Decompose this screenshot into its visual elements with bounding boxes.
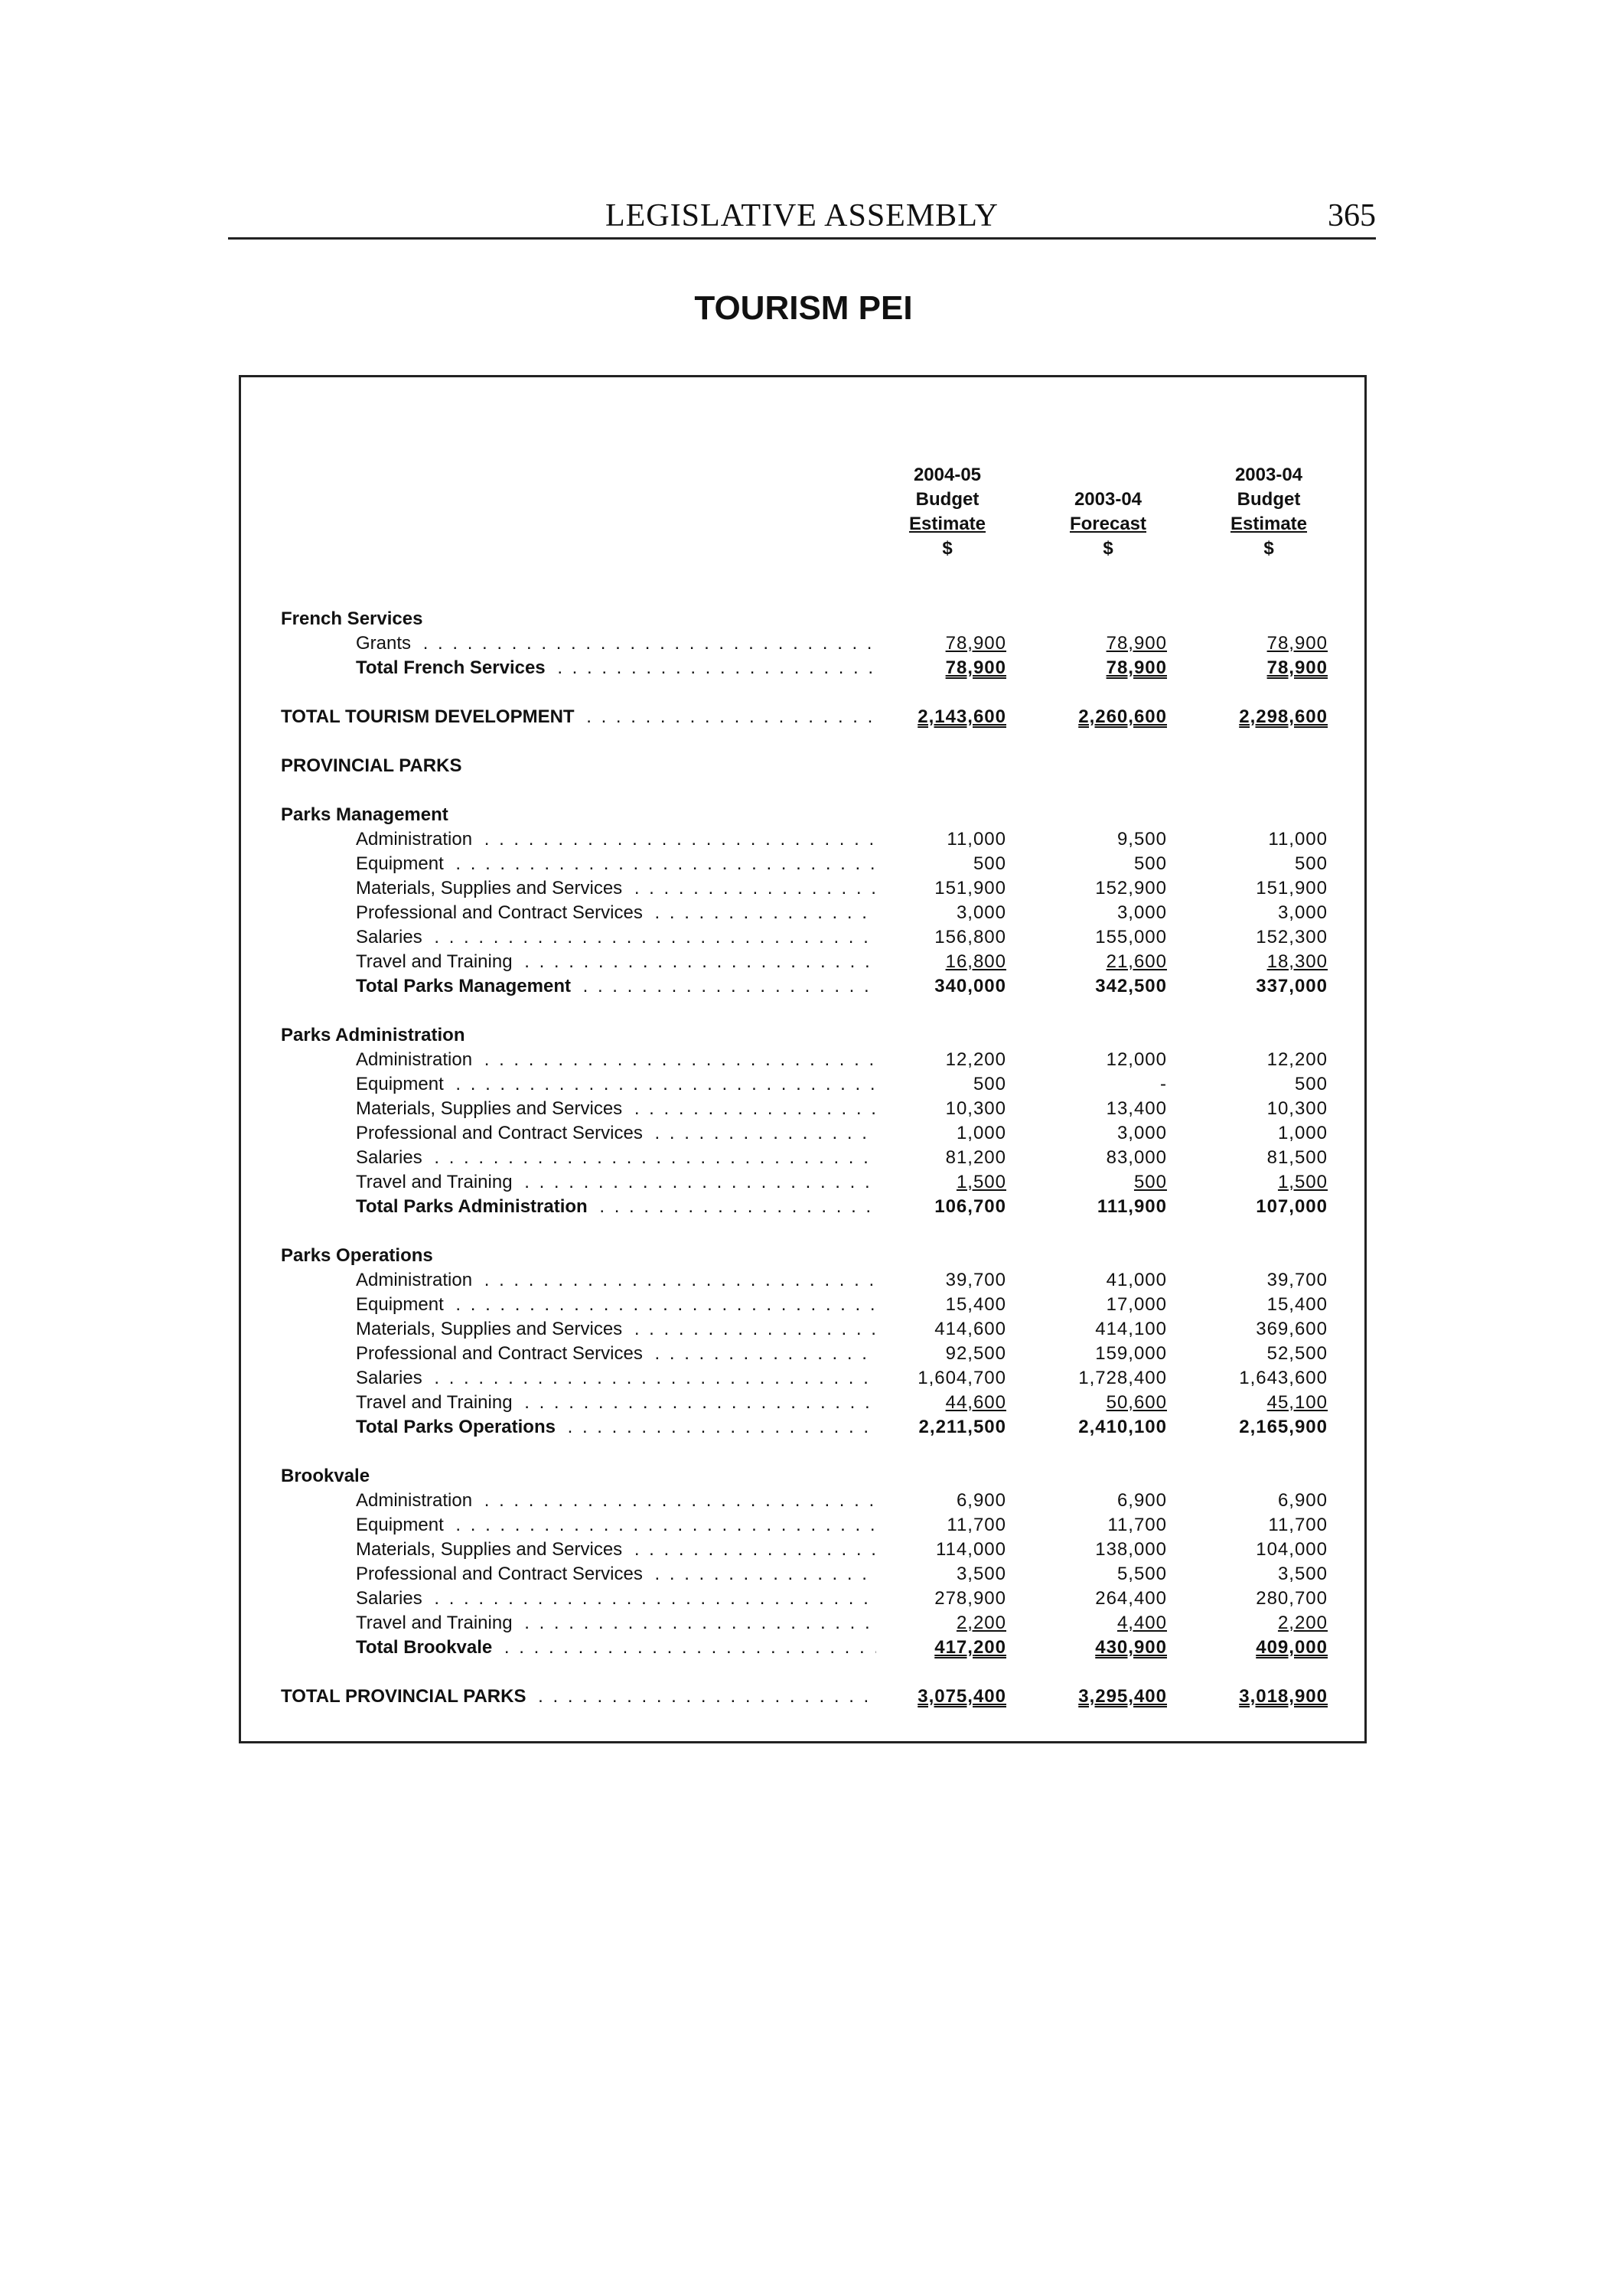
row-label-text: Salaries — [356, 1588, 427, 1609]
row-label — [281, 1684, 876, 1709]
table-row — [241, 1146, 1369, 1170]
row-label — [356, 876, 876, 901]
budget-table — [239, 375, 1367, 1743]
row-value-col1: 340,000 — [934, 976, 1006, 996]
column-header-1-unit: $ — [942, 538, 953, 559]
row-label-text: PROVINCIAL PARKS — [281, 755, 466, 776]
row-label — [356, 901, 876, 925]
row-label-text: Travel and Training — [356, 1613, 517, 1633]
table-row — [241, 1611, 1369, 1636]
row-value-col1: 6,900 — [956, 1490, 1006, 1511]
row-value-col3: 15,400 — [1266, 1294, 1328, 1315]
row-label — [356, 1562, 876, 1587]
table-row — [241, 1023, 1369, 1048]
row-label-text: Travel and Training — [356, 951, 517, 972]
row-label-text: Total Parks Management — [356, 976, 575, 996]
table-row — [241, 852, 1369, 876]
column-header-3-unit: $ — [1263, 538, 1274, 559]
row-value-col1: 278,900 — [934, 1588, 1006, 1609]
row-label — [281, 705, 876, 729]
row-label — [356, 827, 876, 852]
row-label — [356, 1391, 876, 1415]
row-value-col1: 106,700 — [934, 1196, 1006, 1217]
row-label-text: Administration — [356, 1270, 477, 1290]
row-value-col3: 52,500 — [1266, 1343, 1328, 1364]
row-value-col3: 2,298,600 — [1239, 706, 1328, 727]
row-label-text: Brookvale — [281, 1466, 374, 1486]
row-label-text: Professional and Contract Services — [356, 1564, 647, 1584]
row-value-col2: 5,500 — [1116, 1564, 1167, 1584]
row-value-col3: 280,700 — [1256, 1588, 1328, 1609]
row-value-col1: 114,000 — [936, 1539, 1006, 1560]
row-label — [356, 974, 876, 999]
row-label — [356, 852, 876, 876]
table-row — [241, 803, 1369, 827]
row-label-text: Parks Administration — [281, 1025, 470, 1045]
row-value-col1: 44,600 — [945, 1392, 1006, 1413]
row-value-col1: 3,075,400 — [918, 1686, 1006, 1707]
header-title: LEGISLATIVE ASSEMBLY — [605, 198, 999, 233]
table-row — [241, 827, 1369, 852]
row-value-col3: 2,200 — [1277, 1613, 1328, 1633]
row-value-col2: 50,600 — [1106, 1392, 1167, 1413]
row-value-col2: 21,600 — [1106, 951, 1167, 972]
row-value-col2: 264,400 — [1095, 1588, 1167, 1609]
row-value-col3: 152,300 — [1256, 927, 1328, 947]
row-value-col1: 1,000 — [956, 1123, 1006, 1143]
column-header-2-line3: Forecast — [1069, 514, 1147, 534]
row-label-text: Total French Services — [356, 657, 550, 678]
page-number: 365 — [1328, 198, 1376, 233]
table-row — [241, 1587, 1369, 1611]
table-row — [241, 1415, 1369, 1440]
row-label — [356, 1636, 876, 1660]
row-label — [356, 1097, 876, 1121]
row-label — [281, 1244, 876, 1268]
row-value-col1: 78,900 — [945, 657, 1006, 678]
row-label — [356, 1121, 876, 1146]
row-value-col2: 11,700 — [1107, 1515, 1167, 1535]
row-value-col3: 3,018,900 — [1239, 1686, 1328, 1707]
table-row — [241, 705, 1369, 729]
table-row — [241, 631, 1369, 656]
column-header-3-line1: 2003-04 — [1234, 465, 1303, 485]
table-row — [241, 950, 1369, 974]
row-value-col1: 3,500 — [956, 1564, 1006, 1584]
row-value-col1: 417,200 — [934, 1637, 1006, 1658]
row-value-col3: 3,000 — [1277, 902, 1328, 923]
row-value-col2: 12,000 — [1106, 1049, 1167, 1070]
row-value-col2: 138,000 — [1095, 1539, 1167, 1560]
row-value-col1: 3,000 — [956, 902, 1006, 923]
row-label — [356, 1170, 876, 1195]
row-value-col1: 2,211,500 — [918, 1417, 1006, 1437]
row-label — [356, 950, 876, 974]
table-row — [241, 656, 1369, 680]
row-value-col1: 11,700 — [947, 1515, 1006, 1535]
table-row — [241, 1293, 1369, 1317]
row-label-text: Grants — [356, 633, 416, 654]
row-value-col1: 500 — [973, 853, 1006, 874]
row-value-col2: 155,000 — [1095, 927, 1167, 947]
row-value-col2: 17,000 — [1106, 1294, 1167, 1315]
page-title: TOURISM PEI — [694, 289, 913, 327]
table-row — [241, 1513, 1369, 1538]
row-label — [356, 1072, 876, 1097]
table-row — [241, 1048, 1369, 1072]
row-value-col1: 81,200 — [945, 1147, 1006, 1168]
row-value-col3: 369,600 — [1256, 1319, 1328, 1339]
row-value-col2: 159,000 — [1095, 1343, 1167, 1364]
table-row — [241, 1391, 1369, 1415]
row-value-col3: 409,000 — [1256, 1637, 1328, 1658]
row-value-col1: 156,800 — [934, 927, 1006, 947]
column-header-3-line2: Budget — [1237, 489, 1301, 510]
table-row — [241, 1636, 1369, 1660]
table-row — [241, 1268, 1369, 1293]
table-row — [241, 1562, 1369, 1587]
row-label-text: Salaries — [356, 1147, 427, 1168]
row-label — [356, 1587, 876, 1611]
column-header-2-line2: 2003-04 — [1074, 489, 1143, 510]
table-row — [241, 1121, 1369, 1146]
row-value-col1: 1,500 — [956, 1172, 1006, 1192]
column-header-2-line1 — [1016, 463, 1200, 488]
column-header-3-line3: Estimate — [1230, 514, 1308, 534]
row-label-text: Materials, Supplies and Services — [356, 1098, 627, 1119]
row-value-col3: 11,000 — [1268, 829, 1328, 850]
row-value-col1: 16,800 — [945, 951, 1006, 972]
row-value-col2: 3,295,400 — [1078, 1686, 1167, 1707]
row-label — [356, 1146, 876, 1170]
row-value-col2: 1,728,400 — [1078, 1368, 1167, 1388]
row-value-col1: 39,700 — [945, 1270, 1006, 1290]
row-label-text: Materials, Supplies and Services — [356, 1539, 627, 1560]
table-row — [241, 1684, 1369, 1709]
row-label — [356, 1342, 876, 1366]
table-row — [241, 1489, 1369, 1513]
row-label-text: Equipment — [356, 1515, 448, 1535]
row-value-col3: 337,000 — [1256, 976, 1328, 996]
row-value-col2: 78,900 — [1106, 633, 1167, 654]
row-value-col2: 500 — [1133, 1172, 1167, 1192]
table-row — [241, 876, 1369, 901]
row-label — [356, 1489, 876, 1513]
row-value-col2: 2,410,100 — [1078, 1417, 1167, 1437]
column-header-2-unit: $ — [1103, 538, 1113, 559]
row-label — [356, 1415, 876, 1440]
row-value-col3: 81,500 — [1266, 1147, 1328, 1168]
row-value-col2: 3,000 — [1116, 902, 1167, 923]
row-label-text: Materials, Supplies and Services — [356, 1319, 627, 1339]
row-label — [356, 1317, 876, 1342]
row-label-text: Parks Operations — [281, 1245, 438, 1266]
row-label — [356, 1611, 876, 1636]
row-value-col3: 1,000 — [1277, 1123, 1328, 1143]
row-value-col1: 414,600 — [934, 1319, 1006, 1339]
table-row — [241, 1170, 1369, 1195]
row-value-col2: 3,000 — [1116, 1123, 1167, 1143]
row-value-col2: 6,900 — [1116, 1490, 1167, 1511]
row-value-col2: 78,900 — [1106, 657, 1167, 678]
row-value-col2: 13,400 — [1106, 1098, 1167, 1119]
table-row — [241, 1317, 1369, 1342]
table-row — [241, 607, 1369, 631]
row-label — [356, 1538, 876, 1562]
row-label-text: French Services — [281, 608, 427, 629]
row-label-text: Administration — [356, 1049, 477, 1070]
row-value-col1: 151,900 — [934, 878, 1006, 899]
row-label-text: TOTAL PROVINCIAL PARKS — [281, 1686, 530, 1707]
row-label-text: Professional and Contract Services — [356, 902, 647, 923]
row-value-col3: 1,643,600 — [1239, 1368, 1328, 1388]
table-row — [241, 1244, 1369, 1268]
column-header-3 — [1177, 463, 1361, 561]
row-value-col3: 3,500 — [1277, 1564, 1328, 1584]
table-row — [241, 1342, 1369, 1366]
row-value-col3: 500 — [1294, 853, 1328, 874]
row-label — [356, 656, 876, 680]
row-label — [356, 1366, 876, 1391]
row-value-col1: 2,200 — [956, 1613, 1006, 1633]
row-label — [356, 1268, 876, 1293]
row-value-col3: 45,100 — [1266, 1392, 1328, 1413]
row-value-col1: 2,143,600 — [918, 706, 1006, 727]
table-row — [241, 901, 1369, 925]
row-value-col2: 111,900 — [1097, 1196, 1167, 1217]
row-value-col3: 1,500 — [1277, 1172, 1328, 1192]
row-label-text: Equipment — [356, 1294, 448, 1315]
table-row — [241, 1366, 1369, 1391]
row-value-col3: 78,900 — [1266, 657, 1328, 678]
row-value-col3: 500 — [1294, 1074, 1328, 1094]
row-value-col1: 500 — [973, 1074, 1006, 1094]
column-header-1-line2: Budget — [915, 489, 980, 510]
row-value-col2: 152,900 — [1095, 878, 1167, 899]
row-value-col2: 83,000 — [1106, 1147, 1167, 1168]
row-label-text: Parks Management — [281, 804, 453, 825]
page-header — [228, 194, 1376, 240]
column-header-1-line1: 2004-05 — [913, 465, 982, 485]
row-label — [281, 1023, 876, 1048]
row-label-text: Materials, Supplies and Services — [356, 878, 627, 899]
row-label-text: Equipment — [356, 1074, 448, 1094]
column-header-1 — [856, 463, 1039, 561]
row-value-col2: 342,500 — [1095, 976, 1167, 996]
row-label-text: TOTAL TOURISM DEVELOPMENT — [281, 706, 579, 727]
row-label — [356, 925, 876, 950]
row-value-col3: 6,900 — [1277, 1490, 1328, 1511]
row-value-col2: - — [1160, 1074, 1167, 1094]
row-value-col3: 11,700 — [1268, 1515, 1328, 1535]
row-label — [281, 754, 876, 778]
row-value-col3: 2,165,900 — [1239, 1417, 1328, 1437]
row-value-col3: 78,900 — [1266, 633, 1328, 654]
column-header-1-line3: Estimate — [908, 514, 986, 534]
row-value-col2: 500 — [1133, 853, 1167, 874]
row-label-text: Administration — [356, 829, 477, 850]
table-row — [241, 974, 1369, 999]
table-row — [241, 1538, 1369, 1562]
row-label — [356, 1195, 876, 1219]
row-label-text: Total Parks Operations — [356, 1417, 560, 1437]
table-row — [241, 1097, 1369, 1121]
row-value-col2: 4,400 — [1116, 1613, 1167, 1633]
row-value-col1: 10,300 — [945, 1098, 1006, 1119]
row-label — [356, 1293, 876, 1317]
row-label — [281, 803, 876, 827]
row-value-col3: 12,200 — [1266, 1049, 1328, 1070]
column-header-2 — [1016, 463, 1200, 561]
row-label-text: Administration — [356, 1490, 477, 1511]
row-value-col2: 414,100 — [1095, 1319, 1167, 1339]
row-value-col3: 39,700 — [1266, 1270, 1328, 1290]
row-label-text: Salaries — [356, 927, 427, 947]
table-row — [241, 754, 1369, 778]
row-label — [281, 607, 876, 631]
row-value-col1: 78,900 — [945, 633, 1006, 654]
row-value-col1: 12,200 — [945, 1049, 1006, 1070]
row-label — [356, 1048, 876, 1072]
row-value-col1: 11,000 — [947, 829, 1006, 850]
row-value-col2: 430,900 — [1095, 1637, 1167, 1658]
row-value-col3: 18,300 — [1266, 951, 1328, 972]
row-value-col2: 2,260,600 — [1078, 706, 1167, 727]
row-label-text: Professional and Contract Services — [356, 1343, 647, 1364]
row-value-col1: 15,400 — [945, 1294, 1006, 1315]
row-label-text: Salaries — [356, 1368, 427, 1388]
table-row — [241, 1464, 1369, 1489]
row-value-col3: 151,900 — [1256, 878, 1328, 899]
row-label-text: Professional and Contract Services — [356, 1123, 647, 1143]
row-label-text: Equipment — [356, 853, 448, 874]
row-value-col3: 104,000 — [1256, 1539, 1328, 1560]
row-value-col2: 41,000 — [1106, 1270, 1167, 1290]
row-value-col3: 10,300 — [1266, 1098, 1328, 1119]
row-label — [356, 631, 876, 656]
table-row — [241, 1072, 1369, 1097]
row-value-col1: 92,500 — [945, 1343, 1006, 1364]
row-label — [281, 1464, 876, 1489]
row-label — [356, 1513, 876, 1538]
table-row — [241, 1195, 1369, 1219]
row-value-col2: 9,500 — [1116, 829, 1167, 850]
row-label-text: Total Brookvale — [356, 1637, 497, 1658]
row-label-text: Total Parks Administration — [356, 1196, 592, 1217]
row-label-text: Travel and Training — [356, 1172, 517, 1192]
row-value-col1: 1,604,700 — [918, 1368, 1006, 1388]
row-value-col3: 107,000 — [1256, 1196, 1328, 1217]
table-row — [241, 925, 1369, 950]
row-label-text: Travel and Training — [356, 1392, 517, 1413]
